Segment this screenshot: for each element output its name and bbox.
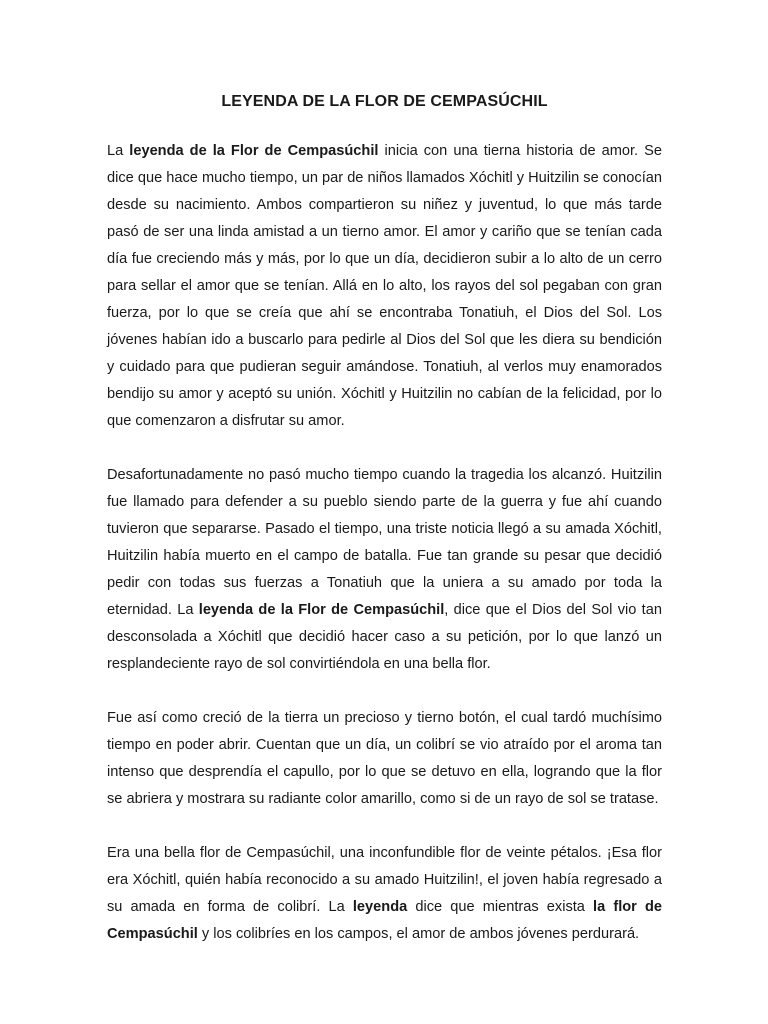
document-page [107,92,662,975]
document-title: LEYENDA DE LA FLOR DE CEMPASÚCHIL [221,93,548,110]
paragraph-2 [107,462,662,678]
bold-text-run: la flor de Cempasúchil [107,899,662,942]
paragraph-3 [107,705,662,813]
paragraph-1 [107,138,662,435]
paragraph-4 [107,840,662,948]
text-run: y los colibríes en los campos, el amor de ambos jóvenes perdurará. [197,926,640,942]
text-run: dice que mientras exista [407,899,594,915]
text-run: , dice que el Dios del Sol vio tan desconsolada a Xóchitl que decidió hacer caso a su petición, por lo que lanzó un resplandeciente rayo de sol convirtiéndola en una bella flor. [107,602,662,672]
document-body [107,138,662,948]
text-run: Fue así como creció de la tierra un precioso y tierno botón, el cual tardó muchísimo tiempo en poder abrir. Cuentan que un día, un colibrí se vio atraído por el aroma tan intenso que desprendía el capullo, por lo que se detuvo en ella, logrando que la flor se abriera y mostrara su radiante color amarillo, como si de un rayo de sol se tratase. [107,710,662,807]
text-run: Era una bella flor de Cempasúchil, una inconfundible flor de veinte pétalos. ¡Esa flor era Xóchitl, quién había reconocido a su amado Huitzilin!, el joven había regresado a su amada en forma de colibrí. La [107,845,662,915]
text-run: inicia con una tierna historia de amor. Se dice que hace mucho tiempo, un par de niños llamados Xóchitl y Huitzilin se conocían desde su nacimiento. Ambos compartieron su niñez y juventud, lo que más tarde pasó de ser una linda amistad a un tierno amor. El amor y cariño que se tenían cada día fue creciendo más y más, por lo que un día, decidieron subir a lo alto de un cerro para sellar el amor que se tenían. Allá en lo alto, los rayos del sol pegaban con gran fuerza, por lo que se creía que ahí se encontraba Tonatiuh, el Dios del Sol. Los jóvenes habían ido a buscarlo para pedirle al Dios del Sol que les diera su bendición y cuidado para que pudieran seguir amándose. Tonatiuh, al verlos muy enamorados bendijo su amor y aceptó su unión. Xóchitl y Huitzilin no cabían de la felicidad, por lo que comenzaron a disfrutar su amor. [107,143,662,429]
bold-text-run: leyenda [352,899,408,915]
text-run: Desafortunadamente no pasó mucho tiempo cuando la tragedia los alcanzó. Huitzilin fue llamado para defender a su pueblo siendo parte de la guerra y fue ahí cuando tuvieron que separarse. Pasado el tiempo, una triste noticia llegó a su amada Xóchitl, Huitzilin había muerto en el campo de batalla. Fue tan grande su pesar que decidió pedir con todas sus fuerzas a Tonatiuh que la uniera a su amado por toda la eternidad. La [107,467,662,618]
text-run: La [107,143,130,159]
bold-text-run: leyenda de la Flor de Cempasúchil [129,143,379,159]
bold-text-run: leyenda de la Flor de Cempasúchil [198,602,445,618]
